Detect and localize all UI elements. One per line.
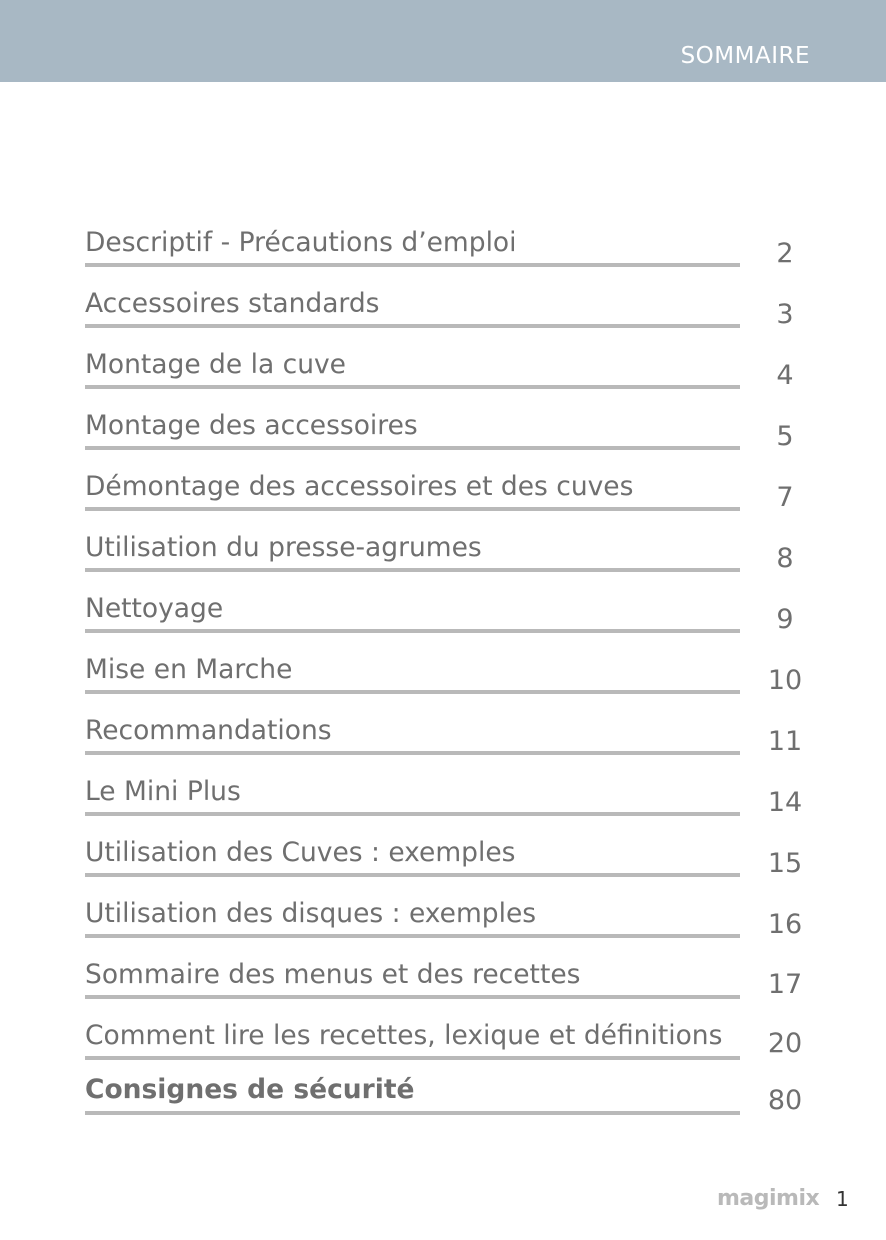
toc-entry-underline	[85, 385, 740, 389]
toc-entry-label: Utilisation des Cuves : exemples	[85, 837, 516, 868]
toc-entry-page: 14	[767, 787, 803, 818]
toc-entry-page: 16	[767, 909, 803, 940]
toc-entry-underline	[85, 1056, 740, 1060]
toc-entry-demontage[interactable]	[0, 470, 886, 520]
toc-entry-underline	[85, 263, 740, 267]
toc-entry-label: Montage de la cuve	[85, 349, 346, 380]
toc-entry-nettoyage[interactable]	[0, 592, 886, 642]
toc-entry-descriptif[interactable]	[0, 226, 886, 276]
toc-entry-underline	[85, 568, 740, 572]
toc-entry-label: Sommaire des menus et des recettes	[85, 959, 581, 990]
toc-entry-underline	[85, 995, 740, 999]
toc-entry-lire-recettes[interactable]	[0, 1019, 886, 1069]
toc-entry-recommandations[interactable]	[0, 714, 886, 764]
toc-entry-page: 80	[767, 1085, 803, 1116]
toc-entry-page: 15	[767, 848, 803, 879]
toc-entry-label: Le Mini Plus	[85, 776, 241, 807]
toc-entry-page: 7	[776, 482, 794, 513]
toc-entry-label: Mise en Marche	[85, 654, 293, 685]
toc-entry-label: Démontage des accessoires et des cuves	[85, 471, 634, 502]
toc-entry-label: Consignes de sécurité	[85, 1074, 415, 1105]
toc-entry-montage-accessoires[interactable]	[0, 409, 886, 459]
toc-entry-underline	[85, 1111, 740, 1115]
toc-entry-underline	[85, 324, 740, 328]
toc-entry-page: 5	[776, 421, 794, 452]
toc-entry-montage-cuve[interactable]	[0, 348, 886, 398]
toc-entry-underline	[85, 690, 740, 694]
toc-entry-page: 9	[776, 604, 794, 635]
toc-entry-label: Utilisation des disques : exemples	[85, 898, 537, 929]
toc-entry-underline	[85, 446, 740, 450]
toc-entry-page: 3	[776, 299, 794, 330]
toc-entry-underline	[85, 507, 740, 511]
toc-entry-label: Utilisation du presse-agrumes	[85, 532, 482, 563]
toc-entry-page: 10	[767, 665, 803, 696]
toc-entry-consignes-securite[interactable]	[0, 1073, 886, 1123]
toc-entry-presse-agrumes[interactable]	[0, 531, 886, 581]
toc-entry-label: Montage des accessoires	[85, 410, 418, 441]
toc-entry-page: 17	[767, 969, 803, 1000]
toc-entry-utilisation-disques[interactable]	[0, 897, 886, 947]
magimix-logo: magimix	[717, 1186, 820, 1211]
toc-entry-label: Descriptif - Précautions d’emploi	[85, 227, 517, 258]
toc-entry-page: 8	[776, 543, 794, 574]
toc-entry-mini-plus[interactable]	[0, 775, 886, 825]
toc-entry-label: Recommandations	[85, 715, 332, 746]
toc-entry-page: 20	[767, 1028, 803, 1059]
toc-entry-utilisation-cuves[interactable]	[0, 836, 886, 886]
toc-entry-sommaire-recettes[interactable]	[0, 958, 886, 1008]
toc-entry-page: 4	[776, 360, 794, 391]
toc-entry-underline	[85, 629, 740, 633]
toc-entry-accessoires[interactable]	[0, 287, 886, 337]
toc-entry-underline	[85, 873, 740, 877]
toc-entry-label: Accessoires standards	[85, 288, 380, 319]
toc-entry-page: 2	[776, 238, 794, 269]
toc-entry-mise-en-marche[interactable]	[0, 653, 886, 703]
toc-entry-label: Nettoyage	[85, 593, 224, 624]
toc-entry-underline	[85, 812, 740, 816]
toc-entry-underline	[85, 751, 740, 755]
toc-entry-underline	[85, 934, 740, 938]
toc-entry-page: 11	[767, 726, 803, 757]
toc-entry-label: Comment lire les recettes, lexique et définitions	[85, 1020, 723, 1051]
page-number: 1	[836, 1187, 849, 1211]
page-title: SOMMAIRE	[680, 43, 810, 69]
